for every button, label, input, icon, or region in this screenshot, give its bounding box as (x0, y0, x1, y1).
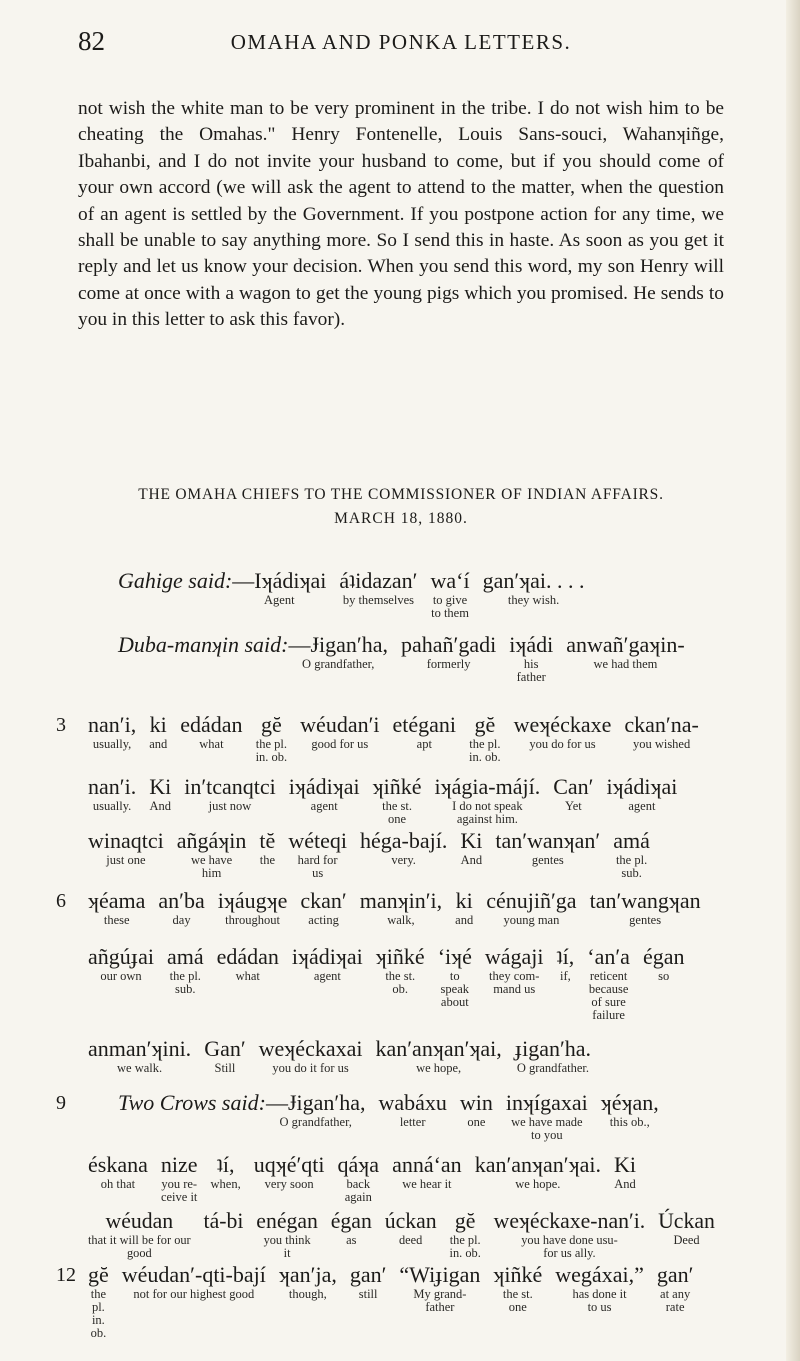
omaha-word: ʞiñké (372, 774, 422, 799)
english-gloss: Yet (564, 799, 582, 813)
gloss-pair (88, 1152, 148, 1191)
gloss-pair (211, 1152, 241, 1191)
omaha-word: —Ɉigan′ha, (265, 1090, 366, 1115)
omaha-word: in′tcanqtci (184, 774, 276, 799)
english-gloss: O grandfather. (516, 1061, 590, 1075)
gloss-pair (495, 828, 600, 867)
omaha-word: gan′ʞai. . . . (482, 568, 585, 593)
english-gloss: deed (399, 1233, 423, 1247)
gloss-pair (606, 774, 677, 813)
gloss-pair (460, 1090, 493, 1129)
page-edge-shadow (786, 0, 800, 1361)
english-gloss: still (358, 1287, 378, 1301)
gloss-pair (657, 1262, 694, 1314)
english-gloss: not for our highest good (133, 1287, 255, 1301)
gloss-pair (493, 1262, 542, 1314)
english-gloss: we walk. (117, 1061, 163, 1075)
gloss-pair (292, 944, 363, 983)
omaha-word: úckan (384, 1208, 437, 1233)
gloss-pair (438, 944, 472, 1009)
omaha-word: égan (330, 1208, 372, 1233)
english-gloss: we hope. (515, 1177, 561, 1191)
omaha-word: pahañ′gadi (401, 632, 497, 657)
omaha-word: ki (149, 712, 167, 737)
omaha-word: gĕ (260, 712, 282, 737)
omaha-word: wegáxai,” (555, 1262, 644, 1287)
omaha-word: anná‘an (392, 1152, 462, 1177)
omaha-word: ʞéama (88, 888, 146, 913)
english-gloss: gentes (629, 913, 662, 927)
english-gloss: gentes (531, 853, 564, 867)
gloss-pair (590, 888, 701, 927)
english-gloss: back again (344, 1177, 372, 1204)
english-gloss: we have made to you (511, 1115, 583, 1142)
omaha-word: kan′anʞan′ʞai. (474, 1152, 601, 1177)
gloss-pair (288, 632, 388, 671)
omaha-word: edádan (216, 944, 279, 969)
english-gloss: just one (106, 853, 146, 867)
omaha-word: Ki (149, 774, 172, 799)
omaha-word: ʇí, (216, 1152, 235, 1177)
english-gloss: you wished (632, 737, 691, 751)
speaker-name: Gahige said: (118, 568, 233, 593)
omaha-word: wéudan′-qti-bají (121, 1262, 266, 1287)
speaker-line (118, 632, 728, 702)
speaker-line (118, 568, 728, 638)
english-gloss: formerly (426, 657, 471, 671)
omaha-word: etéganі (392, 712, 457, 737)
omaha-word: ‘an′a (587, 944, 630, 969)
english-gloss: letter (399, 1115, 426, 1129)
omaha-word: —Ɉigan′ha, (288, 632, 388, 657)
gloss-pair (555, 1262, 644, 1314)
gloss-pair (259, 1036, 363, 1075)
gloss-pair (460, 828, 482, 867)
page-number: 82 (78, 26, 105, 56)
omaha-word: ʇí, (556, 944, 575, 969)
omaha-word: tan′wangʞan (589, 888, 701, 913)
english-gloss: Deed (673, 1233, 700, 1247)
letter-heading (78, 484, 724, 529)
english-gloss: his father (516, 657, 546, 684)
speaker-row (118, 1090, 672, 1142)
omaha-word: manʞin′i, (359, 888, 443, 913)
omaha-word: wabáxu (378, 1090, 447, 1115)
english-gloss: you do it for us (272, 1061, 349, 1075)
omaha-word: “Wiɟigan (399, 1262, 481, 1287)
omaha-word: ɟigan′ha. (514, 1036, 592, 1061)
gloss-pair (88, 774, 136, 813)
english-gloss: when, (210, 1177, 241, 1191)
line-number: 12 (56, 1264, 76, 1286)
gloss-pair (485, 944, 544, 996)
english-gloss: we hope, (416, 1061, 462, 1075)
gloss-pair (455, 888, 473, 927)
gloss-pair (613, 828, 650, 880)
omaha-word: weʞéckaxe (513, 712, 612, 737)
omaha-word: nize (160, 1152, 198, 1177)
speaker-line (118, 1090, 728, 1160)
omaha-word: ‘iʞé (437, 944, 472, 969)
word-row (88, 1208, 721, 1260)
omaha-word: iʞádiʞai (606, 774, 678, 799)
omaha-word: Ki (460, 828, 483, 853)
english-gloss: agent (310, 799, 338, 813)
english-gloss: walk, (387, 913, 415, 927)
english-gloss: to give to them (431, 593, 469, 620)
gloss-pair (509, 632, 553, 684)
omaha-word: Úckan (658, 1208, 715, 1233)
gloss-pair (232, 568, 326, 607)
gloss-pair (279, 1262, 337, 1301)
english-gloss: so (658, 969, 670, 983)
english-gloss: to speak about (440, 969, 470, 1009)
english-gloss: if, (560, 969, 571, 983)
english-gloss: the pl. in. ob. (255, 737, 288, 764)
english-gloss: hard for us (297, 853, 338, 880)
omaha-word: gĕ (474, 712, 496, 737)
english-gloss: we had them (593, 657, 658, 671)
page-header (78, 26, 724, 56)
omaha-word: Gan′ (204, 1036, 246, 1061)
gloss-pair (88, 944, 154, 983)
gloss-pair (385, 1208, 437, 1247)
gloss-pair (88, 888, 145, 927)
english-gloss: And (460, 853, 483, 867)
omaha-word: ckan′ (300, 888, 347, 913)
english-gloss: the st. ob. (385, 969, 416, 996)
gloss-pair (624, 712, 698, 751)
gloss-pair (360, 828, 447, 867)
english-gloss: usually. (92, 799, 132, 813)
english-gloss: as (346, 1233, 357, 1247)
english-gloss: the st. one (502, 1287, 533, 1314)
gloss-pair (614, 1152, 636, 1191)
gloss-pair (486, 888, 576, 927)
gloss-pair (149, 712, 167, 751)
gloss-pair (254, 1152, 325, 1191)
gloss-pair (256, 712, 288, 764)
gloss-pair (180, 712, 242, 751)
omaha-word: héga-bají. (359, 828, 448, 853)
gloss-pair (643, 944, 685, 983)
english-gloss: the pl. sub. (615, 853, 648, 880)
omaha-word: égan (642, 944, 685, 969)
omaha-word: áʇidazan′ (339, 568, 418, 593)
omaha-word: iʞádiʞai (291, 944, 363, 969)
english-gloss: the pl. sub. (169, 969, 201, 996)
letter-title: THE OMAHA CHIEFS TO THE COMMISSIONER OF INDIAN AFFAIRS. (138, 486, 664, 503)
gloss-pair (469, 712, 501, 764)
english-gloss: throughout (225, 913, 280, 927)
word-row (88, 774, 690, 826)
english-gloss: day (172, 913, 191, 927)
omaha-word: amá (166, 944, 204, 969)
gloss-pair (392, 1152, 462, 1191)
english-gloss: what (199, 737, 224, 751)
omaha-word: ʞéʞan, (600, 1090, 659, 1115)
gloss-pair (288, 828, 347, 880)
gloss-pair (204, 1208, 244, 1234)
omaha-word: ckan′na- (624, 712, 699, 737)
word-row (88, 944, 697, 1022)
gloss-pair (88, 1036, 191, 1075)
english-gloss: what (235, 969, 260, 983)
gloss-pair (587, 944, 630, 1022)
gloss-pair (204, 1036, 245, 1075)
omaha-word: wágaji (484, 944, 544, 969)
gloss-pair (177, 828, 247, 880)
gloss-pair (401, 632, 496, 671)
omaha-word: gĕ (88, 1262, 109, 1287)
gloss-pair (218, 888, 288, 927)
omaha-word: win (459, 1090, 493, 1115)
english-gloss: you re- ceive it (160, 1177, 198, 1204)
omaha-word: ʞiñké (375, 944, 425, 969)
speaker-row (118, 568, 598, 620)
gloss-pair (376, 944, 425, 996)
gloss-pair (435, 774, 541, 826)
word-row (88, 888, 714, 927)
gloss-pair (158, 888, 204, 927)
omaha-word: añgáʞin (176, 828, 247, 853)
running-title: OMAHA AND PONKA LETTERS. (230, 30, 572, 54)
gloss-pair (122, 1262, 266, 1301)
english-gloss: the (259, 853, 275, 867)
gloss-pair (375, 1036, 501, 1075)
english-gloss: just now (208, 799, 252, 813)
english-gloss: young man (503, 913, 560, 927)
omaha-word: gan′ (656, 1262, 694, 1287)
english-gloss: we hear it (402, 1177, 452, 1191)
omaha-word: Ki (613, 1152, 636, 1177)
english-gloss: usually, (92, 737, 132, 751)
omaha-word: wa‘í (430, 568, 470, 593)
line-number: 6 (56, 890, 66, 912)
omaha-word: amá (613, 828, 650, 853)
english-gloss: this ob., (609, 1115, 650, 1129)
gloss-pair (557, 944, 575, 983)
gloss-pair (88, 828, 164, 867)
omaha-word: inʞígaxai (505, 1090, 588, 1115)
gloss-pair (658, 1208, 715, 1247)
omaha-word: kan′anʞan′ʞai, (375, 1036, 502, 1061)
omaha-word: edádan (180, 712, 243, 737)
omaha-word: tĕ (259, 828, 276, 853)
gloss-pair (88, 1208, 191, 1260)
english-gloss: Still (214, 1061, 236, 1075)
gloss-pair (300, 888, 346, 927)
gloss-pair (601, 1090, 659, 1129)
omaha-word: gĕ (454, 1208, 476, 1233)
omaha-word: qáʞa (337, 1152, 380, 1177)
gloss-pair (430, 568, 469, 620)
gloss-pair (399, 1262, 480, 1314)
omaha-word: nan′i, (88, 712, 137, 737)
omaha-word: iʞáugʞe (217, 888, 288, 913)
english-gloss: has done it to us (572, 1287, 627, 1314)
omaha-word: gan′ (349, 1262, 387, 1287)
gloss-pair (378, 1090, 446, 1129)
word-row (88, 828, 663, 880)
omaha-word: —Iʞádiʞai (232, 568, 327, 593)
word-row (88, 1262, 706, 1340)
english-gloss: and (149, 737, 168, 751)
gloss-pair (393, 712, 457, 751)
omaha-word: ʞan′ja, (278, 1262, 337, 1287)
english-gloss: And (149, 799, 171, 813)
omaha-word: weʞéckaxai (258, 1036, 363, 1061)
gloss-pair (483, 568, 585, 607)
omaha-word: Can′ (553, 774, 594, 799)
english-gloss: and (455, 913, 474, 927)
omaha-word: wéudan′i (300, 712, 380, 737)
omaha-word: éskana (88, 1152, 148, 1177)
omaha-word: wéudan (105, 1208, 174, 1233)
omaha-word: ki (455, 888, 473, 913)
english-gloss: these (103, 913, 130, 927)
english-gloss: the st. one (382, 799, 413, 826)
gloss-pair (289, 774, 360, 813)
english-gloss: agent (628, 799, 656, 813)
english-gloss: you do for us (529, 737, 596, 751)
english-gloss: acting (308, 913, 339, 927)
omaha-word: weʞéckaxe-nan′i. (493, 1208, 646, 1233)
english-gloss: the pl. in. ob. (469, 737, 501, 764)
gloss-pair (161, 1152, 198, 1204)
word-row (88, 712, 712, 764)
gloss-pair (338, 1152, 380, 1204)
gloss-pair (566, 632, 684, 671)
english-gloss: by themselves (342, 593, 414, 607)
english-gloss: very soon (264, 1177, 314, 1191)
english-gloss: our own (100, 969, 142, 983)
omaha-word: añgúɟai (88, 944, 154, 969)
omaha-word: ʞiñké (493, 1262, 543, 1287)
omaha-word: tan′wanʞan′ (495, 828, 601, 853)
gloss-pair (514, 712, 612, 751)
english-gloss: apt (416, 737, 432, 751)
omaha-word: anman′ʞini. (88, 1036, 192, 1061)
english-gloss: we have him (190, 853, 233, 880)
gloss-pair (339, 568, 417, 607)
gloss-pair (88, 712, 136, 751)
prose-paragraph: not wish the white man to be very prominent in the tribe. I do not wish him to be cheating the Omahas." Henry Fontenelle, Louis Sans-souci, Wahanʞiñge, Ibahanbi, and I do not invite your husband to come, but if you should come of your own accord (we will ask the agent to attend to the matter, when the question of an agent is settled by the Government. If you postpone action for any time, we shall be unable to say anything more. So I send this in haste. As soon as you get it reply and let us know your decision. When you send this word, my son Henry will come at once with a wagon to get the young pigs which you promised. He sends to you in this letter to ask this favor). (78, 98, 724, 331)
omaha-word: enégan (256, 1208, 318, 1233)
gloss-pair (300, 712, 379, 751)
english-gloss: O grandfather, (302, 657, 375, 671)
gloss-pair (149, 774, 171, 813)
gloss-pair (450, 1208, 481, 1260)
gloss-pair (331, 1208, 372, 1247)
english-gloss: I do not speak against him. (452, 799, 523, 826)
english-gloss: very. (391, 853, 416, 867)
gloss-pair (494, 1208, 646, 1260)
gloss-pair (360, 888, 442, 927)
gloss-pair (167, 944, 204, 996)
gloss-pair (256, 1208, 318, 1260)
gloss-pair (515, 1036, 591, 1075)
english-gloss: at any rate (660, 1287, 691, 1314)
gloss-pair (350, 1262, 387, 1301)
omaha-word: tá-bi (203, 1208, 244, 1233)
omaha-word: nan′i. (88, 774, 137, 799)
english-gloss: reticent because of sure failure (588, 969, 629, 1022)
english-gloss: one (467, 1115, 486, 1129)
letter-date: MARCH 18, 1880. (334, 510, 468, 527)
omaha-word: winaqtci (88, 828, 164, 853)
omaha-word: uqʞé′qti (253, 1152, 325, 1177)
english-gloss: agent (313, 969, 341, 983)
english-gloss: the pl. in. ob. (90, 1287, 107, 1340)
line-number: 3 (56, 714, 66, 736)
english-gloss: And (614, 1177, 636, 1191)
omaha-word: wéteqi (288, 828, 347, 853)
english-gloss: O grandfather, (279, 1115, 352, 1129)
gloss-pair (88, 1262, 109, 1340)
english-gloss: good for us (311, 737, 369, 751)
english-gloss: My grand- father (413, 1287, 467, 1314)
english-gloss: you have done usu- for us ally. (521, 1233, 618, 1260)
omaha-word: cénujiñ′ga (486, 888, 577, 913)
omaha-word: an′ba (158, 888, 205, 913)
gloss-pair (184, 774, 276, 813)
gloss-pair (259, 828, 275, 867)
speaker-name: Two Crows said: (118, 1090, 266, 1115)
english-gloss: you think it (263, 1233, 311, 1260)
english-gloss: the pl. in. ob. (449, 1233, 481, 1260)
omaha-word: iʞádi (509, 632, 554, 657)
omaha-word: iʞádiʞai (288, 774, 360, 799)
english-gloss: though, (288, 1287, 327, 1301)
speaker-row (118, 632, 698, 684)
gloss-pair (266, 1090, 366, 1129)
gloss-pair (217, 944, 279, 983)
english-gloss: oh that (100, 1177, 136, 1191)
word-row (88, 1152, 649, 1204)
omaha-word: anwañ′gaʞin- (566, 632, 685, 657)
gloss-pair (506, 1090, 588, 1142)
word-row (88, 1036, 604, 1075)
english-gloss: they wish. (507, 593, 560, 607)
gloss-pair (475, 1152, 601, 1191)
gloss-pair (373, 774, 422, 826)
omaha-word: iʞágia-májí. (434, 774, 541, 799)
english-gloss: that it will be for our good (88, 1233, 191, 1260)
english-gloss: Agent (264, 593, 295, 607)
gloss-pair (553, 774, 593, 813)
speaker-name: Duba-manʞin said: (118, 632, 289, 657)
line-number: 9 (56, 1092, 66, 1114)
english-gloss: they com- mand us (489, 969, 540, 996)
